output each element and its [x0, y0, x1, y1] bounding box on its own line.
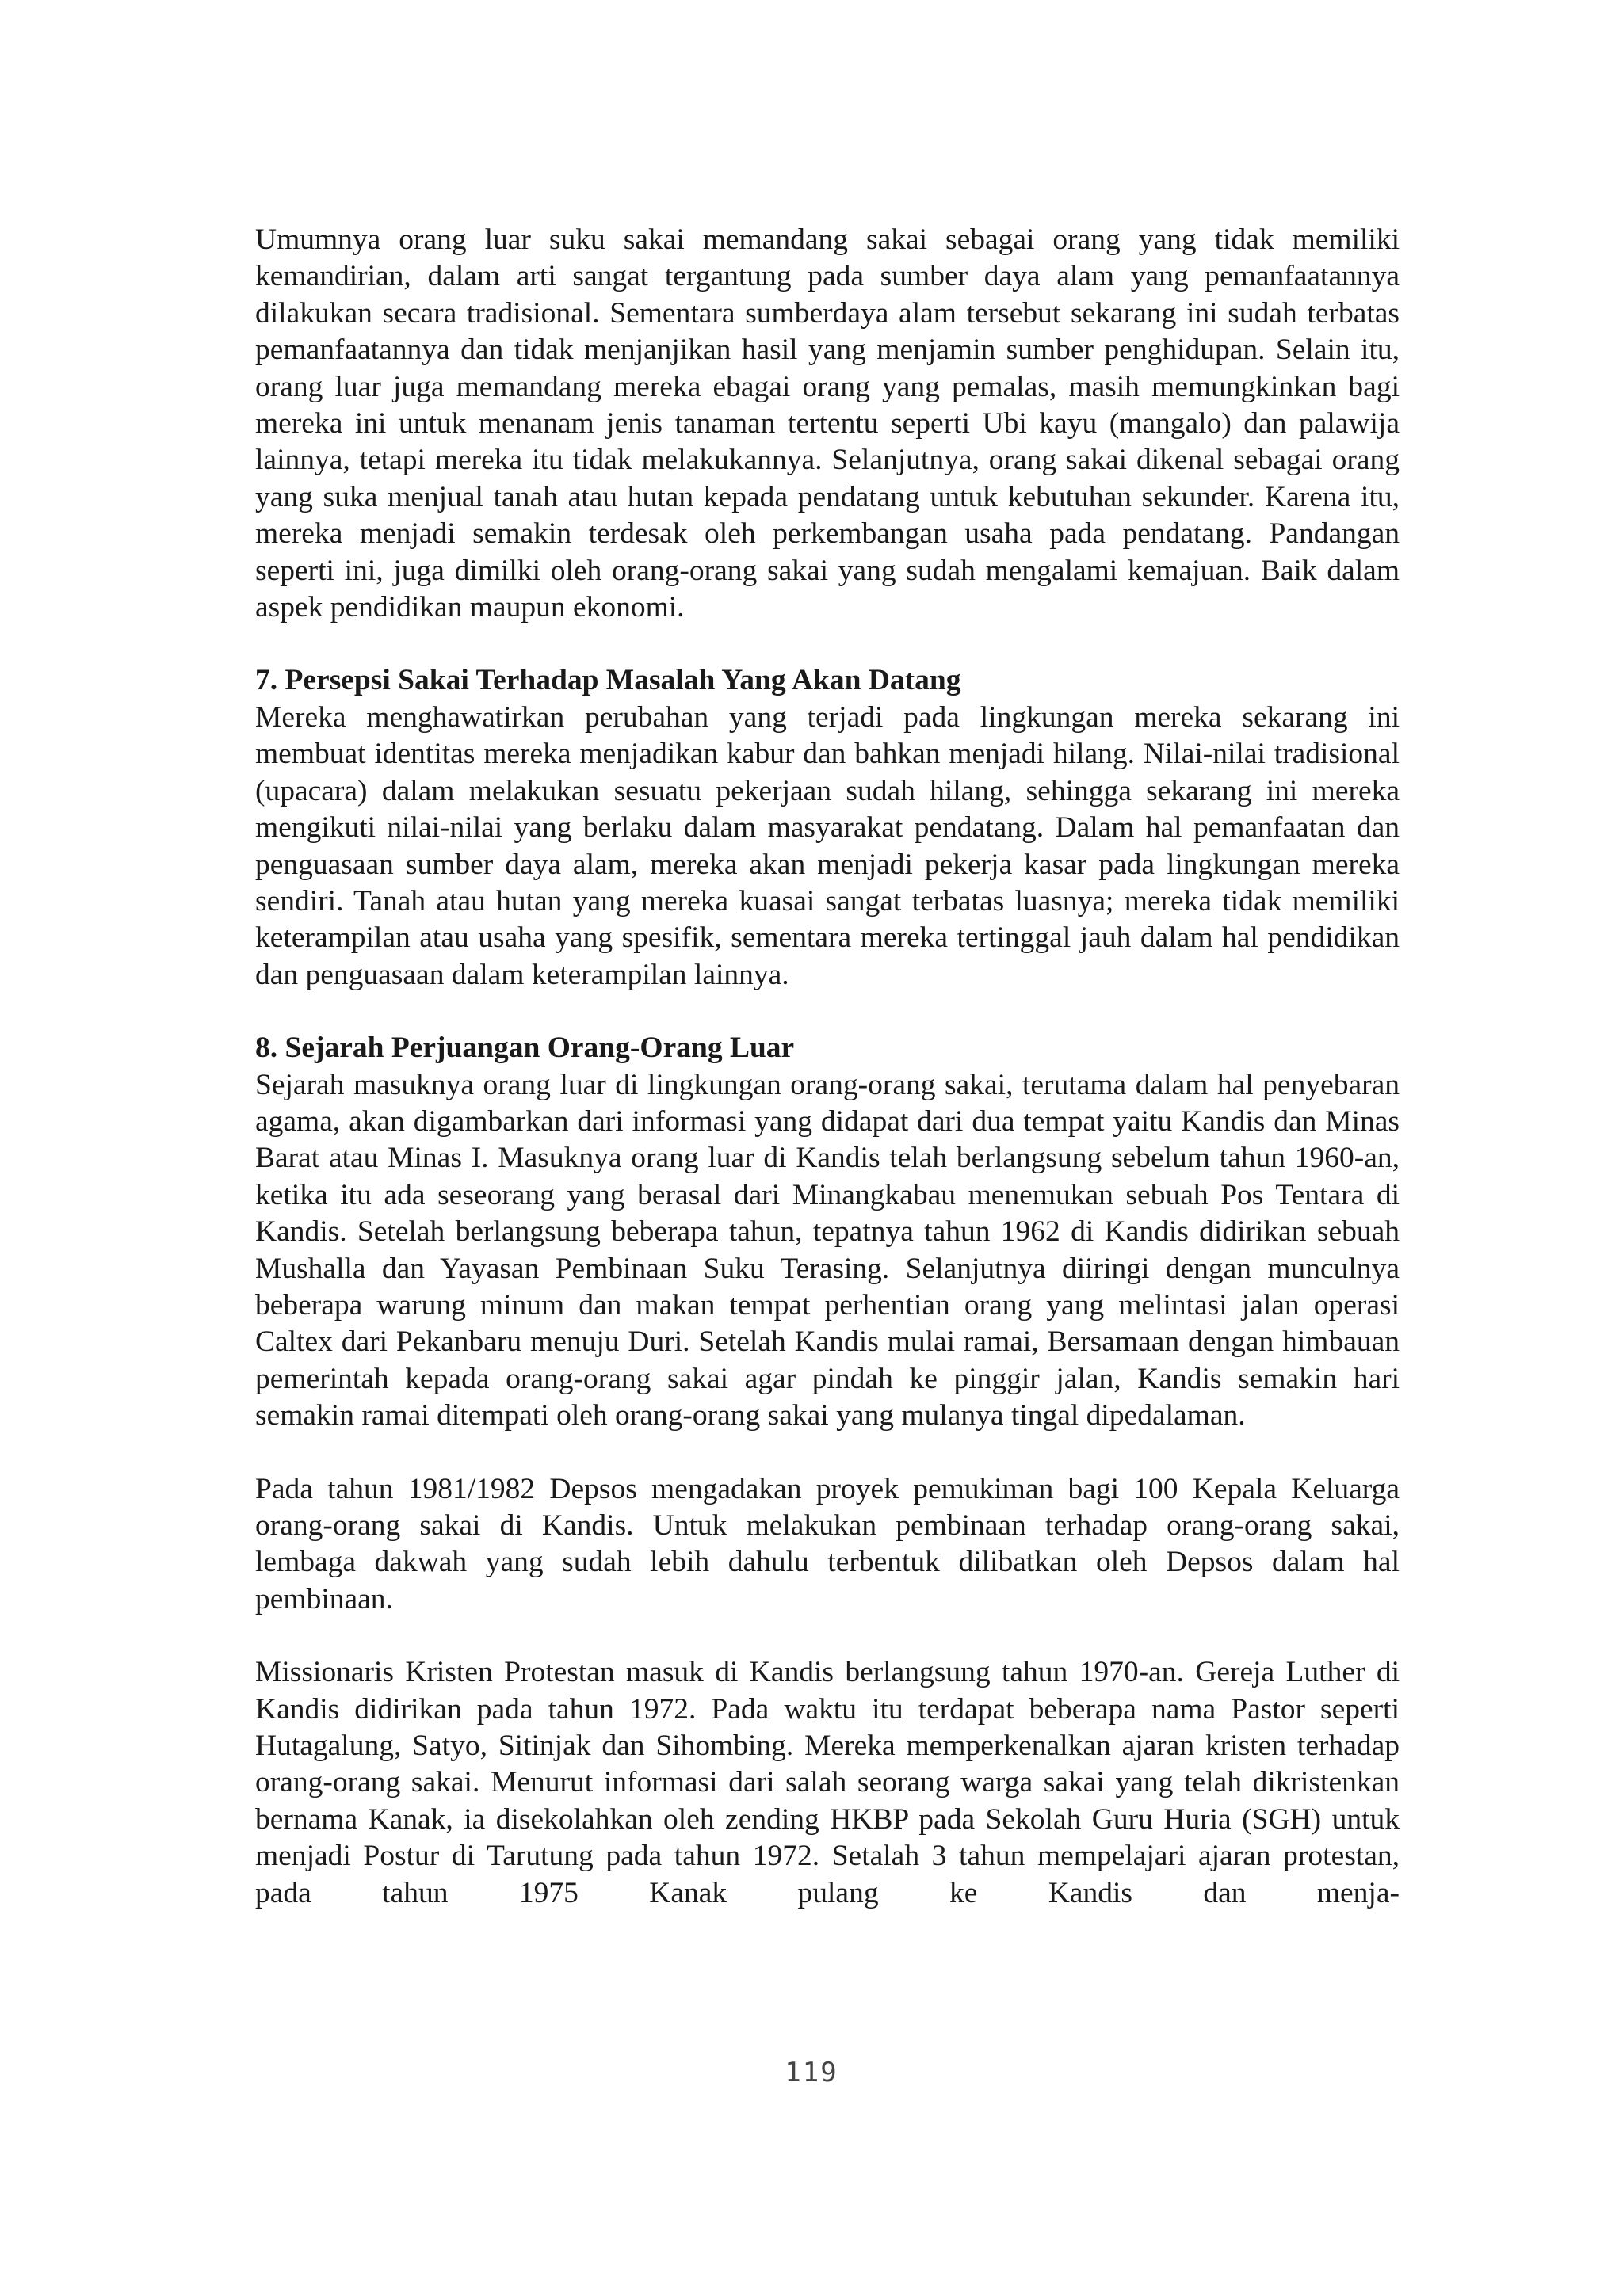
section-8-paragraph-1: Sejarah masuknya orang luar di lingkungan orang-orang sakai, terutama dalam hal penyebaran agama, akan digambarkan dari informasi yang didapat dari dua tempat yaitu Kandis dan Minas Barat atau Minas I. Masuknya orang luar di Kandis telah berlangsung sebelum tahun 1960-an, ketika itu ada seseorang yang berasal dari Minangkabau menemukan sebuah Pos Tentara di Kandis. Setelah berlangsung beberapa tahun, tepatnya tahun 1962 di Kandis didirikan sebuah Mushalla dan Yayasan Pembinaan Suku Terasing. Selanjutnya diiringi dengan munculnya beberapa warung minum dan makan tempat perhentian orang yang melintasi jalan operasi Caltex dari Pekanbaru menuju Duri. Setelah Kandis mulai ramai, Bersamaan dengan himbauan pemerintah kepada orang-orang sakai agar pindah ke pinggir jalan, Kandis semakin hari semakin ramai ditempati oleh orang-orang sakai yang mulanya tingal dipedalaman.: [255, 1068, 1400, 1432]
section-7-heading: 7. Persepsi Sakai Terhadap Masalah Yang Akan Datang: [255, 664, 961, 697]
intro-paragraph: Umumnya orang luar suku sakai memandang sakai sebagai orang yang tidak memiliki kemandirian, dalam arti sangat tergantung pada sumber daya alam yang pemanfaatannya dilakukan secara tradisional. Sementara sumberdaya alam tersebut sekarang ini sudah terbatas pemanfaatannya dan tidak menjanjikan hasil yang menjamin sumber penghidupan. Selain itu, orang luar juga memandang mereka ebagai orang yang pemalas, masih memungkinkan bagi mereka ini untuk menanam jenis tanaman tertentu seperti Ubi kayu (mangalo) dan palawija lainnya, tetapi mereka itu tidak melakukannya. Selanjutnya, orang sakai dikenal sebagai orang yang suka menjual tanah atau hutan kepada pendatang untuk kebutuhan sekunder. Karena itu, mereka menjadi semakin terdesak oleh perkembangan usaha pada pendatang. Pandangan seperti ini, juga dimilki oleh orang-orang sakai yang sudah mengalami kemajuan. Baik dalam aspek pendidikan maupun ekonomi.: [255, 223, 1400, 624]
section-8-heading: 8. Sejarah Perjuangan Orang-Orang Luar: [255, 1032, 795, 1065]
document-page: [255, 222, 1400, 1912]
paragraph-spacer: [255, 1618, 1400, 1654]
section-8-paragraph-2: Pada tahun 1981/1982 Depsos mengadakan proyek pemukiman bagi 100 Kepala Keluarga orang-orang sakai di Kandis. Untuk melakukan pembinaan terhadap orang-orang sakai, lembaga dakwah yang sudah lebih dahulu terbentuk dilibatkan oleh Depsos dalam hal pembinaan.: [255, 1472, 1400, 1615]
paragraph-spacer: [255, 626, 1400, 662]
paragraph-spacer: [255, 1435, 1400, 1471]
paragraph-spacer: [255, 994, 1400, 1030]
section-7-paragraph: Mereka menghawatirkan perubahan yang terjadi pada lingkungan mereka sekarang ini membuat identitas mereka menjadikan kabur dan bahkan menjadi hilang. Nilai-nilai tradisional (upacara) dalam melakukan sesuatu pekerjaan sudah hilang, sehingga sekarang ini mereka mengikuti nilai-nilai yang berlaku dalam masyarakat pendatang. Dalam hal pemanfaatan dan penguasaan sumber daya alam, mereka akan menjadi pekerja kasar pada lingkungan mereka sendiri. Tanah atau hutan yang mereka kuasai sangat terbatas luasnya; mereka tidak memiliki keterampilan atau usaha yang spesifik, sementara mereka tertinggal jauh dalam hal pendidikan dan penguasaan dalam keterampilan lainnya.: [255, 700, 1400, 991]
section-8-paragraph-3: Missionaris Kristen Protestan masuk di Kandis berlangsung tahun 1970-an. Gereja Luther di Kandis didirikan pada tahun 1972. Pada waktu itu terdapat beberapa nama Pastor seperti Hutagalung, Satyo, Sitinjak dan Sihombing. Mereka memperkenalkan ajaran kristen terhadap orang-orang sakai. Menurut informasi dari salah seorang warga sakai yang telah dikristenkan bernama Kanak, ia disekolahkan oleh zending HKBP pada Sekolah Guru Huria (SGH) untuk menjadi Postur di Tarutung pada tahun 1972. Setalah 3 tahun mempelajari ajaran protestan, pada tahun 1975 Kanak pulang ke Kandis dan menja-: [255, 1656, 1400, 1909]
page-number: 119: [785, 2057, 838, 2088]
